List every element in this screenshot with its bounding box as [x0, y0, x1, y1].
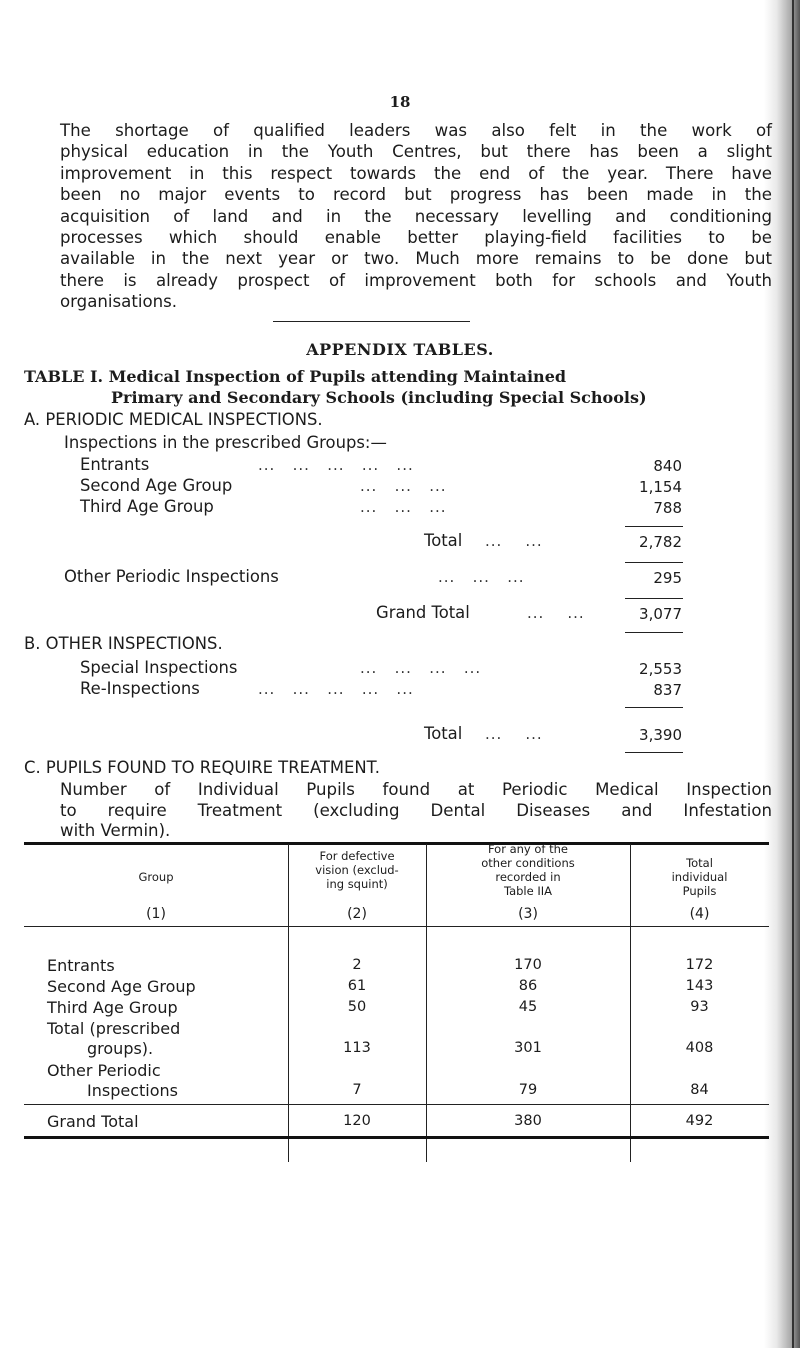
- section-a-subheading: Inspections in the prescribed Groups:—: [64, 433, 387, 452]
- grand-total-cell: 380: [514, 1113, 542, 1129]
- leader-dots: ... ...: [485, 725, 543, 743]
- sum-rule: [625, 598, 683, 599]
- section-divider: [273, 321, 470, 322]
- table-cell: 301: [514, 1040, 542, 1056]
- desc-line: with Vermin).: [60, 821, 171, 840]
- intro-paragraph: [60, 120, 772, 313]
- section-b-heading: B. OTHER INSPECTIONS.: [24, 634, 223, 653]
- col-header-total: Total individual Pupils: [671, 856, 728, 898]
- leader-dots: ... ...: [527, 604, 585, 622]
- row-label: Entrants: [80, 455, 150, 474]
- sum-rule: [625, 632, 683, 633]
- table-row-group: Total (prescribed groups).: [47, 1019, 181, 1058]
- other-periodic-value: 295: [653, 569, 682, 587]
- table1-title-line1: TABLE I. Medical Inspection of Pupils attending Maintained: [24, 367, 567, 386]
- grand-total-value: 3,077: [639, 605, 682, 623]
- intro-line: The shortage of qualified leaders was also felt in the work of: [60, 121, 772, 140]
- table-cell: 172: [685, 957, 714, 973]
- table-cell: 61: [347, 978, 367, 994]
- section-a-heading: A. PERIODIC MEDICAL INSPECTIONS.: [24, 410, 323, 429]
- leader-dots: ... ... ... ... ...: [258, 680, 414, 698]
- col-number: (1): [146, 906, 166, 922]
- table1-title: [24, 366, 784, 408]
- table-cell: 143: [685, 978, 714, 994]
- col-number: (3): [518, 906, 538, 922]
- intro-line: organisations.: [60, 292, 178, 312]
- col-header-group: Group: [138, 870, 174, 884]
- desc-line: to require Treatment (excluding Dental Diseases and Infestation: [60, 800, 772, 820]
- intro-line: been no major events to record but progress has been made in the: [60, 185, 772, 205]
- table-cell: 45: [518, 999, 538, 1015]
- intro-line: improvement in this respect towards the end of the year. There have: [60, 163, 772, 183]
- leader-dots: ... ... ... ... ...: [258, 456, 414, 474]
- table-row-group: Second Age Group: [47, 977, 196, 996]
- table-cell: 408: [685, 1040, 714, 1056]
- header-rule: [24, 926, 769, 927]
- table-row-group: Other Periodic Inspections: [47, 1061, 178, 1100]
- table-cell: 84: [690, 1082, 709, 1098]
- intro-line: available in the next year or two. Much more remains to be done but: [60, 249, 772, 269]
- grand-total-cell: 492: [685, 1113, 714, 1129]
- row-label: Special Inspections: [80, 658, 238, 677]
- col-number: (2): [347, 906, 367, 922]
- appendix-heading: APPENDIX TABLES.: [306, 340, 494, 359]
- sum-rule: [625, 752, 683, 753]
- row-value: 788: [653, 499, 682, 517]
- table-cell: 2: [352, 957, 362, 973]
- desc-line: Number of Individual Pupils found at Periodic Medical Inspection: [60, 780, 772, 799]
- row-value: 837: [653, 681, 682, 699]
- total-value: 2,782: [639, 533, 682, 551]
- other-periodic-label: Other Periodic Inspections: [64, 567, 279, 586]
- total-value: 3,390: [639, 726, 682, 744]
- row-label: Second Age Group: [80, 476, 233, 495]
- table-row-group: Third Age Group: [47, 998, 178, 1017]
- table-cell: 170: [514, 957, 542, 973]
- row-value: 840: [653, 457, 682, 475]
- col-header-other: For any of the other conditions recorded in Table IIA: [481, 842, 575, 898]
- page-number: 18: [389, 93, 411, 111]
- table-top-rule: [24, 842, 769, 845]
- sum-rule: [625, 526, 683, 527]
- table-cell: 113: [343, 1040, 371, 1056]
- table-cell: 79: [518, 1082, 538, 1098]
- row-value: 1,154: [639, 478, 682, 496]
- intro-line: acquisition of land and in the necessary levelling and conditioning: [60, 206, 772, 226]
- leader-dots: ... ... ...: [360, 498, 447, 516]
- intro-line: processes which should enable better playing-field facilities to be: [60, 228, 772, 248]
- grand-total-cell: 120: [343, 1113, 371, 1129]
- table-bottom-rule: [24, 1136, 769, 1139]
- row-label: Third Age Group: [80, 497, 214, 516]
- table-cell: 86: [518, 978, 538, 994]
- total-label: Total: [424, 724, 463, 743]
- col-header-vision: For defective vision (exclud- ing squint): [315, 849, 399, 891]
- table1-title-line2: Primary and Secondary Schools (including Special Schools): [111, 388, 647, 407]
- grand-total-label: Grand Total: [376, 603, 470, 622]
- grand-total-label: Grand Total: [47, 1112, 139, 1131]
- section-c-heading: C. PUPILS FOUND TO REQUIRE TREATMENT.: [24, 758, 380, 777]
- section-c-description: [60, 780, 772, 842]
- table-cell: 50: [347, 999, 367, 1015]
- leader-dots: ... ...: [485, 532, 543, 550]
- total-label: Total: [424, 531, 463, 550]
- grand-total-rule: [24, 1104, 769, 1105]
- intro-line: physical education in the Youth Centres, but there has been a slight: [60, 142, 772, 162]
- leader-dots: ... ... ...: [438, 568, 525, 586]
- leader-dots: ... ... ... ...: [360, 659, 482, 677]
- intro-line: there is already prospect of improvement both for schools and Youth: [60, 270, 772, 290]
- col-number: (4): [689, 906, 710, 922]
- table-cell: 93: [690, 999, 709, 1015]
- table-row-group: Entrants: [47, 956, 115, 975]
- row-label: Re-Inspections: [80, 679, 200, 698]
- sum-rule: [625, 562, 683, 563]
- leader-dots: ... ... ...: [360, 477, 447, 495]
- table-cell: 7: [352, 1082, 362, 1098]
- row-value: 2,553: [639, 660, 682, 678]
- sum-rule: [625, 707, 683, 708]
